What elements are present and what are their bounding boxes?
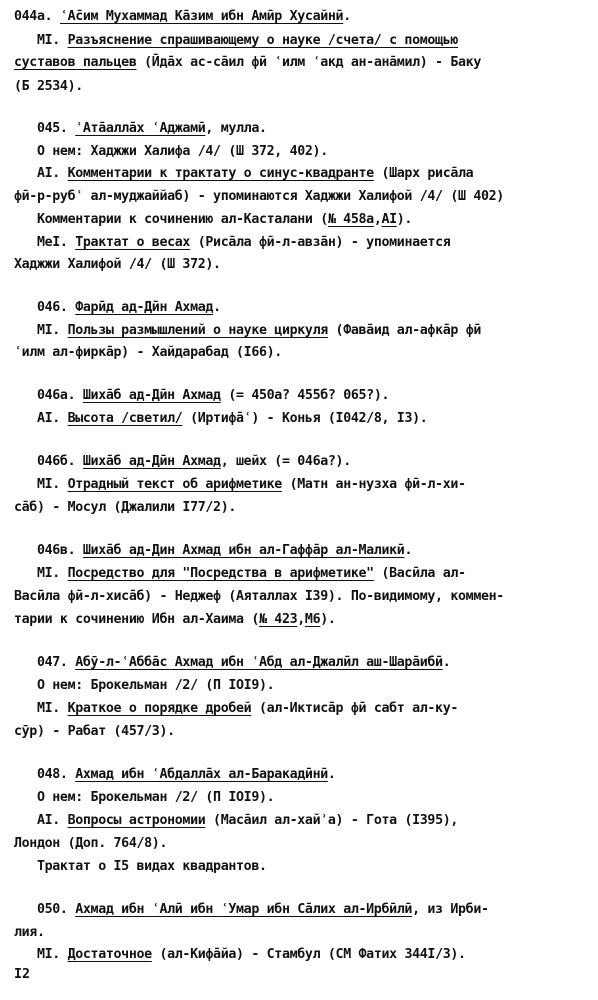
- page-number: I2: [14, 967, 31, 982]
- text-segment: лия.: [14, 925, 45, 940]
- underlined-segment: Разъяснение спрашивающему о науке /счета/ с помощью: [67, 33, 459, 48]
- text-segment: ).: [320, 612, 336, 627]
- text-segment: Лондон (Доп. 764/8).: [14, 836, 168, 851]
- text-line: [14, 163, 473, 185]
- text-segment: фӣ-р-рубʿ ал-муджаййаб) - упоминаются Хаджжи Халифой /4/ (Ш 402): [14, 189, 504, 204]
- underlined-segment: Ахмад ибн ʿАбдалла̄х ал-Баракадӣнӣ: [75, 767, 328, 782]
- underlined-segment: Трактат о весах: [75, 235, 191, 250]
- underlined-segment: Краткое о порядке дробей: [67, 701, 252, 716]
- text-segment: МI.: [14, 477, 68, 492]
- text-segment: .: [404, 543, 413, 558]
- text-segment: Хаджжи Халифой /4/ (Ш 372).: [14, 257, 221, 272]
- underlined-segment: суставов пальцев: [14, 55, 137, 70]
- text-segment: Васӣла фӣ-л-хиса̄б) - Неджеф (Аяталлах I39). По-видимому, коммен-: [14, 589, 504, 604]
- text-segment: МI.: [14, 947, 68, 962]
- text-segment: .: [327, 767, 336, 782]
- text-line: [14, 342, 282, 364]
- text-line: [14, 787, 274, 809]
- text-line: [14, 76, 83, 98]
- text-line: [14, 833, 167, 855]
- text-line: [14, 141, 328, 163]
- text-line: [14, 721, 175, 743]
- text-line: [14, 320, 481, 342]
- text-segment: (Маса̄ил ал-хайʾа) - Гота (I395),: [205, 813, 459, 828]
- text-segment: , мулла.: [205, 121, 267, 136]
- text-line: [14, 52, 481, 74]
- underlined-segment: М6: [304, 612, 321, 627]
- text-segment: МI.: [14, 33, 68, 48]
- text-segment: МI.: [14, 323, 68, 338]
- text-segment: МеI.: [14, 235, 76, 250]
- text-segment: 048.: [14, 767, 76, 782]
- text-line: [14, 474, 466, 496]
- text-segment: .: [442, 655, 451, 670]
- underlined-segment: Шиха̄б ад-Дин Ахмад ибн ал-Гаффа̄р ал-Маликӣ: [82, 543, 405, 558]
- underlined-segment: № 423: [258, 612, 298, 627]
- text-line: [14, 652, 450, 674]
- underlined-segment: Комментарии к трактату о синус-квадранте: [67, 166, 374, 181]
- underlined-segment: Достаточное: [67, 947, 152, 962]
- text-line: [14, 675, 274, 697]
- text-line: [14, 232, 450, 254]
- text-line: [14, 6, 351, 28]
- text-segment: Трактат о I5 видах квадрантов.: [14, 859, 267, 874]
- text-segment: ʿилм ал-фирка̄р) - Хайдарабад (I66).: [14, 345, 282, 360]
- text-segment: 046б.: [14, 454, 83, 469]
- text-segment: (ал-Иктиса̄р фӣ сабт ал-ку-: [251, 701, 459, 716]
- text-segment: , шейх (= 046а?).: [220, 454, 351, 469]
- text-segment: (= 450а? 455б? 065?).: [220, 388, 390, 403]
- text-segment: 045.: [14, 121, 76, 136]
- text-line: [14, 856, 267, 878]
- text-segment: (Иртифа̄ʿ) - Конья (I042/8, I3).: [182, 411, 428, 426]
- text-line: [14, 297, 221, 319]
- text-segment: (Риса̄ла фӣ-л-авза̄н) - упоминается: [190, 235, 451, 250]
- text-segment: ,: [297, 612, 305, 627]
- underlined-segment: Фарӣд ад-Дӣн Ахмад: [75, 300, 214, 315]
- underlined-segment: Вопросы астрономии: [67, 813, 206, 828]
- text-segment: Комментарии к сочинению ал-Касталани (: [14, 212, 328, 227]
- text-segment: тарии к сочинению Ибн ал-Хаима (: [14, 612, 259, 627]
- text-segment: (ал-Кифа̄йа) - Стамбул (СМ Фатих 344I/3).: [151, 947, 466, 962]
- text-line: [14, 810, 458, 832]
- text-line: [14, 609, 336, 631]
- text-segment: О нем: Брокельман /2/ (П IОI9).: [14, 790, 275, 805]
- text-line: [14, 254, 221, 276]
- text-line: [14, 944, 466, 966]
- text-line: [14, 586, 504, 608]
- underlined-segment: ʿАта̄алла̄х ʿАджамӣ: [75, 121, 206, 136]
- underlined-segment: Посредство для "Посредства в арифметике": [67, 566, 374, 581]
- text-line: [14, 922, 45, 944]
- text-segment: 046в.: [14, 543, 83, 558]
- text-line: [14, 186, 504, 208]
- text-line: [14, 764, 336, 786]
- text-segment: АI.: [14, 813, 68, 828]
- text-segment: 044а.: [14, 9, 60, 24]
- text-segment: .: [343, 9, 351, 24]
- underlined-segment: ʿА̄сим Мухаммад Ка̄зим ибн Амӣр Хусайнӣ: [59, 9, 344, 24]
- text-segment: О нем: Брокельман /2/ (П IОI9).: [14, 678, 275, 693]
- underlined-segment: Шиха̄б ад-Дӣн Ахмад: [82, 454, 221, 469]
- text-segment: (Б 2534).: [14, 79, 83, 94]
- text-line: [14, 563, 466, 585]
- text-segment: .: [213, 300, 221, 315]
- underlined-segment: Пользы размышлений о науке циркуля: [67, 323, 328, 338]
- text-segment: сӯр) - Рабат (457/3).: [14, 724, 175, 739]
- text-line: [14, 899, 489, 921]
- text-line: [14, 408, 427, 430]
- underlined-segment: Абӯ-л-ʿАбба̄с Ахмад ибн ʿАбд ал-Джалӣл аш-Шара̄ибӣ: [75, 655, 443, 670]
- text-line: [14, 385, 389, 407]
- text-segment: (Фава̄ид ал-афка̄р фӣ: [327, 323, 481, 338]
- text-line: [14, 209, 412, 231]
- text-segment: , из Ирби-: [412, 902, 489, 917]
- text-segment: са̄б) - Мосул (Джалили I77/2).: [14, 500, 237, 515]
- underlined-segment: АI: [381, 212, 397, 227]
- text-segment: АI.: [14, 411, 68, 426]
- underlined-segment: Ахмад ибн ʿАлӣ ибн ʿУмар ибн Са̄лих ал-Ирбӣлӣ: [75, 902, 413, 917]
- text-segment: 046а.: [14, 388, 83, 403]
- text-segment: (Матн ан-нузха фӣ-л-хи-: [281, 477, 466, 492]
- text-segment: МI.: [14, 566, 68, 581]
- text-line: [14, 540, 412, 562]
- text-line: [14, 30, 458, 52]
- underlined-segment: Отрадный текст об арифметике: [67, 477, 282, 492]
- text-segment: ,: [373, 212, 382, 227]
- text-line: [14, 497, 236, 519]
- text-segment: 046.: [14, 300, 76, 315]
- text-segment: (Васӣла ал-: [373, 566, 466, 581]
- text-line: [14, 118, 267, 140]
- text-line: [14, 698, 458, 720]
- underlined-segment: Шиха̄б ад-Дӣн Ахмад: [82, 388, 221, 403]
- underlined-segment: № 458а: [327, 212, 374, 227]
- text-segment: (Ӣда̄х ас-са̄ил фӣ ʿилм ʿакд ан-ана̄мил) - Баку: [136, 55, 481, 70]
- text-segment: (Шарх риса̄ла: [373, 166, 474, 181]
- text-line: [14, 451, 351, 473]
- text-segment: О нем: Хаджжи Халифа /4/ (Ш 372, 402).: [14, 144, 328, 159]
- text-segment: АI.: [14, 166, 68, 181]
- text-segment: 050.: [14, 902, 76, 917]
- text-segment: ).: [396, 212, 413, 227]
- underlined-segment: Высота /светил/: [67, 411, 183, 426]
- text-segment: 047.: [14, 655, 76, 670]
- text-segment: МI.: [14, 701, 68, 716]
